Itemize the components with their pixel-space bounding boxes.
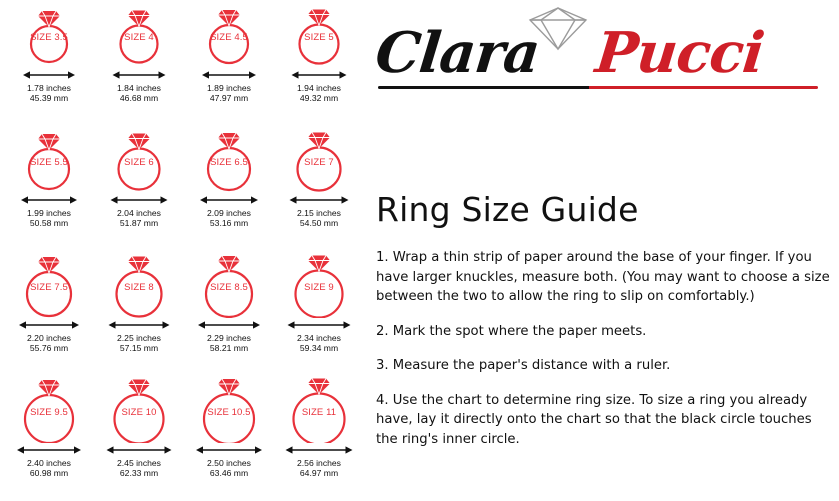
ring-illustration [13, 252, 85, 318]
ring-size-label: SIZE 6.5 [210, 157, 248, 168]
ring-measurement [27, 333, 71, 354]
ring-measurement [27, 83, 71, 104]
ring-measurement-mm: 58.21 mm [209, 343, 249, 354]
measure-arrow-icon [13, 318, 85, 332]
instruction-step: 2. Mark the spot where the paper meets. [376, 323, 647, 339]
ring-measurement-inches: 1.99 inches [27, 208, 71, 218]
ring-size-cell[interactable] [4, 250, 94, 375]
ring-size-cell[interactable] [274, 125, 364, 250]
ring-size-cell[interactable] [4, 375, 94, 500]
ring-size-cell[interactable] [94, 0, 184, 125]
ring-illustration [283, 252, 355, 318]
ring-size-cell[interactable] [4, 0, 94, 125]
ring-size-label: SIZE 4.5 [210, 32, 248, 43]
ring-measurement-inches: 1.89 inches [207, 83, 251, 93]
ring-measurement-mm: 57.15 mm [119, 343, 159, 354]
ring-size-label: SIZE 10 [121, 407, 157, 418]
ring-measurement-mm: 54.50 mm [299, 218, 339, 229]
ring-size-label: SIZE 10.5 [207, 407, 251, 418]
measure-arrow-icon [283, 193, 355, 207]
ring-illustration [103, 252, 175, 318]
ring-illustration [103, 2, 175, 68]
ring-illustration [193, 127, 265, 193]
ring-size-cell[interactable] [274, 0, 364, 125]
ring-measurement-inches: 2.15 inches [297, 208, 341, 218]
ring-measurement [297, 83, 341, 104]
ring-measurement [207, 208, 251, 229]
ring-measurement-mm: 49.32 mm [299, 93, 339, 104]
ring-measurement-inches: 2.45 inches [117, 458, 161, 468]
ring-size-cell[interactable] [274, 250, 364, 375]
ring-size-cell[interactable] [184, 375, 274, 500]
ring-illustration [13, 127, 85, 193]
ring-measurement [297, 208, 341, 229]
ring-illustration [193, 377, 265, 443]
ring-measurement-inches: 1.84 inches [117, 83, 161, 93]
page-title: Ring Size Guide [376, 190, 639, 229]
ring-illustration [283, 2, 355, 68]
measure-arrow-icon [193, 193, 265, 207]
ring-measurement-inches: 2.40 inches [27, 458, 71, 468]
ring-size-cell[interactable] [94, 375, 184, 500]
measure-arrow-icon [283, 318, 355, 332]
ring-size-label: SIZE 8.5 [210, 282, 248, 293]
measure-arrow-icon [13, 193, 85, 207]
ring-measurement-mm: 46.68 mm [119, 93, 159, 104]
ring-measurement [117, 83, 161, 104]
ring-measurement-mm: 60.98 mm [29, 468, 69, 479]
measure-arrow-icon [283, 68, 355, 82]
ring-measurement [117, 333, 161, 354]
ring-size-cell[interactable] [94, 250, 184, 375]
measure-arrow-icon [103, 68, 175, 82]
ring-size-cell[interactable] [4, 125, 94, 250]
guide-panel [368, 0, 839, 501]
ring-measurement-mm: 53.16 mm [209, 218, 249, 229]
ring-measurement [207, 333, 251, 354]
ring-illustration [193, 2, 265, 68]
ring-measurement-mm: 51.87 mm [119, 218, 159, 229]
ring-measurement-mm: 64.97 mm [299, 468, 339, 479]
ring-size-cell[interactable] [184, 250, 274, 375]
ring-illustration [103, 127, 175, 193]
ring-measurement-inches: 2.25 inches [117, 333, 161, 343]
ring-illustration [103, 377, 175, 443]
ring-size-label: SIZE 7 [304, 157, 334, 168]
ring-size-cell[interactable] [94, 125, 184, 250]
ring-measurement-inches: 2.29 inches [207, 333, 251, 343]
ring-size-chart [0, 0, 366, 501]
instruction-step: 1. Wrap a thin strip of paper around the base of your finger. If you have larger knuckles, measure both. (You may want to choose a size between the two to allow the ring to slip on comfortably.) [376, 250, 830, 304]
ring-measurement-mm: 47.97 mm [209, 93, 249, 104]
instruction-step: 4. Use the chart to determine ring size. To size a ring you already have, lay it directly onto the chart so that the black circle touches the ring's inner circle. [376, 392, 812, 447]
ring-size-label: SIZE 8 [124, 282, 154, 293]
measure-arrow-icon [13, 68, 85, 82]
ring-illustration [283, 127, 355, 193]
ring-size-cell[interactable] [274, 375, 364, 500]
measure-arrow-icon [193, 443, 265, 457]
ring-size-label: SIZE 9 [304, 282, 334, 293]
instruction-step: 3. Measure the paper's distance with a ruler. [376, 358, 671, 373]
ring-measurement [117, 458, 161, 479]
ring-measurement-inches: 1.94 inches [297, 83, 341, 93]
ring-measurement [27, 458, 71, 479]
ring-measurement-inches: 2.34 inches [297, 333, 341, 343]
ring-illustration [13, 2, 85, 68]
ring-measurement-inches: 1.78 inches [27, 83, 71, 93]
measure-arrow-icon [103, 318, 175, 332]
ring-size-label: SIZE 3.5 [30, 32, 68, 43]
ring-measurement-mm: 50.58 mm [29, 218, 69, 229]
ring-illustration [193, 252, 265, 318]
ring-measurement-mm: 45.39 mm [29, 93, 69, 104]
ring-measurement-inches: 2.50 inches [207, 458, 251, 468]
measure-arrow-icon [103, 443, 175, 457]
ring-measurement-inches: 2.56 inches [297, 458, 341, 468]
ring-measurement-inches: 2.04 inches [117, 208, 161, 218]
ring-measurement-inches: 2.20 inches [27, 333, 71, 343]
ring-size-label: SIZE 7.5 [30, 282, 68, 293]
measure-arrow-icon [283, 443, 355, 457]
ring-size-cell[interactable] [184, 0, 274, 125]
ring-size-label: SIZE 9.5 [30, 407, 68, 418]
ring-measurement [27, 208, 71, 229]
measure-arrow-icon [103, 193, 175, 207]
measure-arrow-icon [193, 68, 265, 82]
ring-measurement [297, 458, 341, 479]
ring-size-label: SIZE 5.5 [30, 157, 68, 168]
ring-illustration [283, 377, 355, 443]
ring-measurement [117, 208, 161, 229]
brand-name-second: Pucci [592, 20, 767, 86]
ring-measurement-inches: 2.09 inches [207, 208, 251, 218]
instruction-list [376, 248, 831, 464]
ring-size-cell[interactable] [184, 125, 274, 250]
ring-size-label: SIZE 11 [301, 407, 337, 418]
brand-underline [378, 86, 818, 89]
measure-arrow-icon [13, 443, 85, 457]
ring-measurement [297, 333, 341, 354]
ring-size-label: SIZE 6 [124, 157, 154, 168]
brand-name-first: Clara [372, 20, 543, 86]
ring-measurement [207, 83, 251, 104]
brand-logo [368, 0, 839, 104]
ring-illustration [13, 377, 85, 443]
ring-measurement-mm: 59.34 mm [299, 343, 339, 354]
ring-measurement-mm: 62.33 mm [119, 468, 159, 479]
ring-size-label: SIZE 4 [124, 32, 154, 43]
ring-size-label: SIZE 5 [304, 32, 334, 43]
ring-measurement-mm: 63.46 mm [209, 468, 249, 479]
measure-arrow-icon [193, 318, 265, 332]
ring-measurement-mm: 55.76 mm [29, 343, 69, 354]
ring-measurement [207, 458, 251, 479]
